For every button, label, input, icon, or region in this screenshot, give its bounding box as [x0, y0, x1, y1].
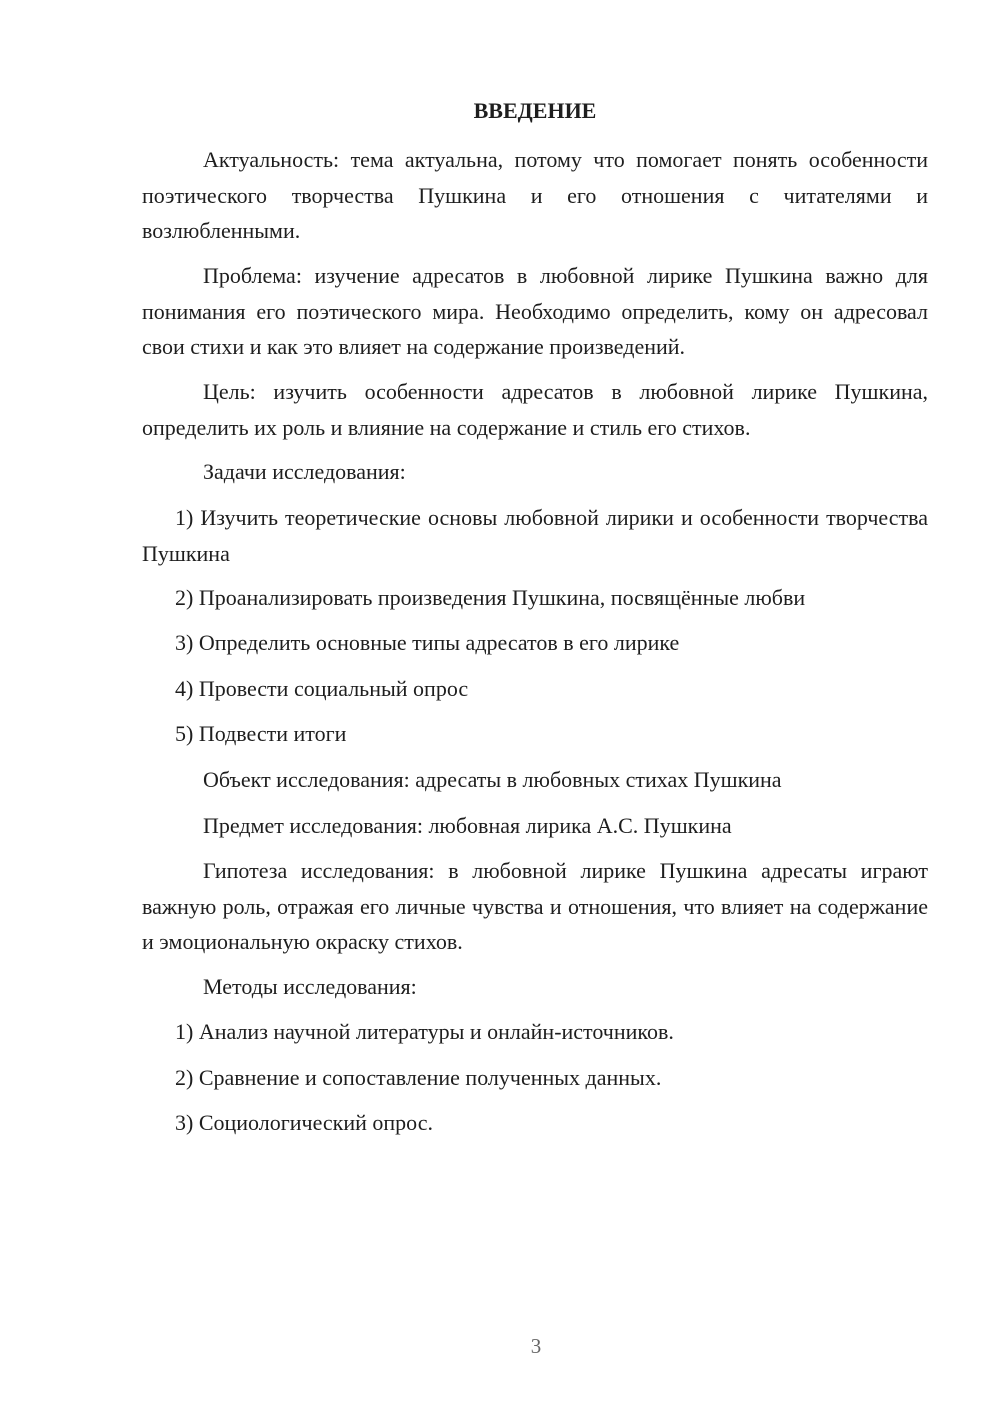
subject-paragraph: Предмет исследования: любовная лирика А.С. Пушкина [203, 813, 732, 838]
object-paragraph: Объект исследования: адресаты в любовных стихах Пушкина [203, 767, 782, 792]
problem-paragraph: Проблема: изучение адресатов в любовной лирике Пушкина важно для понимания его поэтического мира. Необходимо определить, кому он адресовал свои стихи и как это влияет на содержание произведений. [142, 263, 928, 359]
tasks-label: Задачи исследования: [203, 459, 406, 484]
task-item-3: 3) Определить основные типы адресатов в его лирике [175, 630, 680, 655]
task-item-5: 5) Подвести итоги [175, 721, 347, 746]
method-item-3: 3) Социологический опрос. [175, 1110, 433, 1135]
relevance-paragraph: Актуальность: тема актуальна, потому что помогает понять особенности поэтического творчества Пушкина и его отношения с читателями и возлюбленными. [142, 147, 928, 243]
section-heading: ВВЕДЕНИЕ [473, 98, 597, 123]
method-item-2: 2) Сравнение и сопоставление полученных данных. [175, 1065, 662, 1090]
task-item-2: 2) Проанализировать произведения Пушкина, посвящённые любви [175, 585, 806, 610]
task-item-4: 4) Провести социальный опрос [175, 676, 469, 701]
methods-label: Методы исследования: [203, 974, 417, 999]
hypothesis-paragraph: Гипотеза исследования: в любовной лирике Пушкина адресаты играют важную роль, отражая его личные чувства и отношения, что влияет на содержание и эмоциональную окраску стихов. [142, 858, 928, 954]
goal-paragraph: Цель: изучить особенности адресатов в любовной лирике Пушкина, определить их роль и влияние на содержание и стиль его стихов. [142, 379, 928, 440]
method-item-1: 1) Анализ научной литературы и онлайн-источников. [175, 1019, 674, 1044]
task-item-1: 1) Изучить теоретические основы любовной лирики и особенности творчества Пушкина [142, 505, 928, 566]
page-number: 3 [530, 1334, 542, 1358]
